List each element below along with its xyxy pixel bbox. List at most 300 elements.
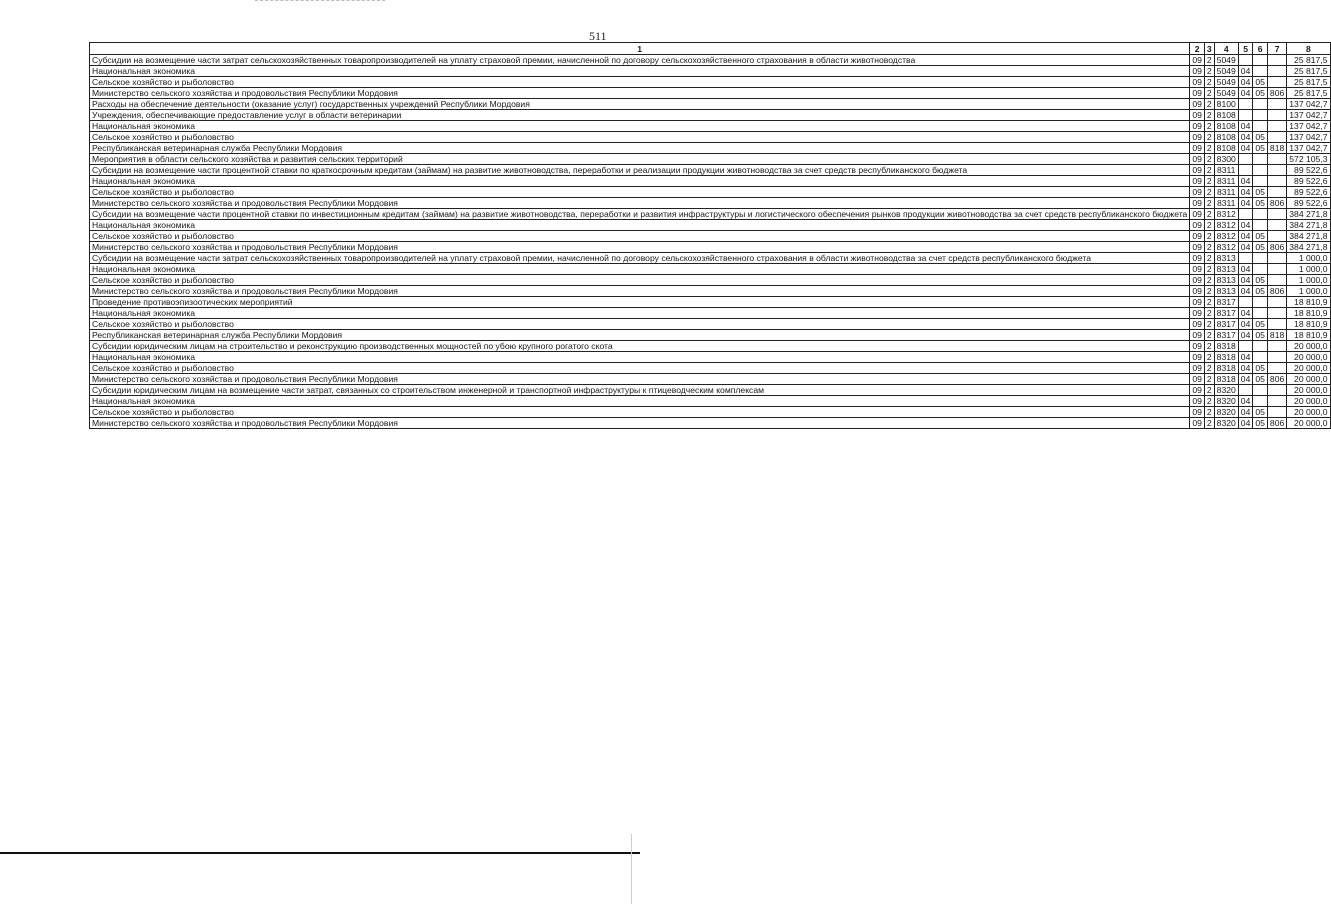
col-4-code: 8320 — [1214, 396, 1238, 407]
row-name: Министерство сельского хозяйства и продовольствия Республики Мордовия — [90, 198, 1190, 209]
col-4-code: 8311 — [1214, 165, 1238, 176]
row-name: Республиканская ветеринарная служба Республики Мордовия — [90, 143, 1190, 154]
col-5-code — [1238, 209, 1253, 220]
col-2-code: 09 — [1190, 264, 1205, 275]
col-7-code — [1267, 110, 1286, 121]
row-name: Сельское хозяйство и рыболовство — [90, 407, 1190, 418]
table-row — [90, 385, 1331, 396]
col-4-code: 8313 — [1214, 253, 1238, 264]
col-4-code: 8320 — [1214, 418, 1238, 429]
table-row — [90, 341, 1331, 352]
col-5-code — [1238, 154, 1253, 165]
col-2-code: 09 — [1190, 198, 1205, 209]
col-7-code: 806 — [1267, 286, 1286, 297]
col-4-code: 8313 — [1214, 275, 1238, 286]
col-7-code — [1267, 407, 1286, 418]
col-7-code — [1267, 308, 1286, 319]
col-7-code: 806 — [1267, 418, 1286, 429]
col-7-code — [1267, 275, 1286, 286]
table-row — [90, 275, 1331, 286]
col-3-code: 2 — [1204, 297, 1214, 308]
table-row — [90, 231, 1331, 242]
col-6-code — [1253, 121, 1268, 132]
col-6-code — [1253, 385, 1268, 396]
table-row — [90, 253, 1331, 264]
col-2-code: 09 — [1190, 132, 1205, 143]
table-row — [90, 66, 1331, 77]
col-7-code — [1267, 77, 1286, 88]
col-3-code: 2 — [1204, 88, 1214, 99]
row-name: Национальная экономика — [90, 66, 1190, 77]
col-7-code — [1267, 66, 1286, 77]
table-row — [90, 121, 1331, 132]
col-4-code: 8318 — [1214, 341, 1238, 352]
amount: 18 810,9 — [1287, 330, 1330, 341]
col-6-code: 05 — [1253, 231, 1268, 242]
col-3-code: 2 — [1204, 341, 1214, 352]
col-5-code: 04 — [1238, 231, 1253, 242]
col-6-code — [1253, 297, 1268, 308]
col-2-code: 09 — [1190, 55, 1205, 66]
amount: 20 000,0 — [1287, 385, 1330, 396]
scan-top-mark — [255, 0, 385, 3]
col-4-code: 5049 — [1214, 55, 1238, 66]
col-5-code: 04 — [1238, 352, 1253, 363]
row-name: Сельское хозяйство и рыболовство — [90, 77, 1190, 88]
col-3-code: 2 — [1204, 385, 1214, 396]
col-4-code: 8317 — [1214, 297, 1238, 308]
col-5-code — [1238, 55, 1253, 66]
col-4-code: 8312 — [1214, 242, 1238, 253]
col-4-code: 8312 — [1214, 209, 1238, 220]
col-6-code — [1253, 341, 1268, 352]
col-6-code: 05 — [1253, 363, 1268, 374]
amount: 384 271,8 — [1287, 220, 1330, 231]
col-3-code: 2 — [1204, 418, 1214, 429]
col-7-code — [1267, 319, 1286, 330]
row-name: Мероприятия в области сельского хозяйства и развития сельских территорий — [90, 154, 1190, 165]
col-6-code: 05 — [1253, 77, 1268, 88]
col-3-code: 2 — [1204, 407, 1214, 418]
col-3-code: 2 — [1204, 396, 1214, 407]
table-row — [90, 55, 1331, 66]
amount: 89 522,6 — [1287, 165, 1330, 176]
col-3-code: 2 — [1204, 275, 1214, 286]
table-row — [90, 154, 1331, 165]
col-6-code — [1253, 396, 1268, 407]
table-row — [90, 99, 1331, 110]
scan-edge — [631, 834, 632, 904]
col-6-code — [1253, 99, 1268, 110]
col-4-code: 5049 — [1214, 88, 1238, 99]
col-2-code: 09 — [1190, 66, 1205, 77]
col-3-code: 2 — [1204, 154, 1214, 165]
table-row — [90, 407, 1331, 418]
col-3-code: 2 — [1204, 121, 1214, 132]
col-7-code — [1267, 253, 1286, 264]
col-7-code — [1267, 396, 1286, 407]
col-4-code: 8312 — [1214, 231, 1238, 242]
page-bottom-rule — [0, 852, 640, 854]
col-6-code: 05 — [1253, 407, 1268, 418]
col-2-code: 09 — [1190, 77, 1205, 88]
col-6-code: 05 — [1253, 198, 1268, 209]
amount: 137 042,7 — [1287, 110, 1330, 121]
amount: 1 000,0 — [1287, 264, 1330, 275]
col-header: 8 — [1287, 43, 1330, 55]
amount: 25 817,5 — [1287, 88, 1330, 99]
row-name: Сельское хозяйство и рыболовство — [90, 231, 1190, 242]
col-4-code: 8108 — [1214, 132, 1238, 143]
amount: 89 522,6 — [1287, 187, 1330, 198]
col-5-code: 04 — [1238, 66, 1253, 77]
col-2-code: 09 — [1190, 308, 1205, 319]
row-name: Национальная экономика — [90, 220, 1190, 231]
row-name: Министерство сельского хозяйства и продовольствия Республики Мордовия — [90, 242, 1190, 253]
col-3-code: 2 — [1204, 231, 1214, 242]
col-3-code: 2 — [1204, 66, 1214, 77]
amount: 137 042,7 — [1287, 143, 1330, 154]
row-name: Учреждения, обеспечивающие предоставление услуг в области ветеринарии — [90, 110, 1190, 121]
col-4-code: 8318 — [1214, 374, 1238, 385]
col-2-code: 09 — [1190, 396, 1205, 407]
col-3-code: 2 — [1204, 209, 1214, 220]
col-7-code — [1267, 209, 1286, 220]
table-row — [90, 77, 1331, 88]
row-name: Национальная экономика — [90, 308, 1190, 319]
col-3-code: 2 — [1204, 330, 1214, 341]
col-3-code: 2 — [1204, 99, 1214, 110]
col-6-code — [1253, 308, 1268, 319]
col-header: 5 — [1238, 43, 1253, 55]
col-2-code: 09 — [1190, 374, 1205, 385]
col-6-code: 05 — [1253, 330, 1268, 341]
col-header: 2 — [1190, 43, 1205, 55]
col-6-code: 05 — [1253, 187, 1268, 198]
row-name: Сельское хозяйство и рыболовство — [90, 187, 1190, 198]
col-5-code: 04 — [1238, 88, 1253, 99]
col-2-code: 09 — [1190, 385, 1205, 396]
page-number: 511 — [589, 29, 607, 43]
col-3-code: 2 — [1204, 110, 1214, 121]
row-name: Национальная экономика — [90, 396, 1190, 407]
table-row — [90, 396, 1331, 407]
col-2-code: 09 — [1190, 242, 1205, 253]
col-4-code: 8320 — [1214, 407, 1238, 418]
col-6-code — [1253, 209, 1268, 220]
table-row — [90, 242, 1331, 253]
col-7-code — [1267, 176, 1286, 187]
col-2-code: 09 — [1190, 187, 1205, 198]
col-7-code — [1267, 363, 1286, 374]
col-6-code — [1253, 220, 1268, 231]
col-3-code: 2 — [1204, 352, 1214, 363]
col-6-code — [1253, 66, 1268, 77]
col-2-code: 09 — [1190, 363, 1205, 374]
col-6-code: 05 — [1253, 143, 1268, 154]
col-4-code: 8317 — [1214, 330, 1238, 341]
col-4-code: 8313 — [1214, 286, 1238, 297]
table-row — [90, 363, 1331, 374]
col-3-code: 2 — [1204, 308, 1214, 319]
col-6-code — [1253, 264, 1268, 275]
col-7-code — [1267, 220, 1286, 231]
table-row — [90, 143, 1331, 154]
col-3-code: 2 — [1204, 77, 1214, 88]
col-3-code: 2 — [1204, 187, 1214, 198]
col-7-code — [1267, 55, 1286, 66]
col-2-code: 09 — [1190, 99, 1205, 110]
table-row — [90, 110, 1331, 121]
col-3-code: 2 — [1204, 253, 1214, 264]
col-7-code — [1267, 121, 1286, 132]
budget-table — [89, 42, 1331, 429]
col-6-code — [1253, 352, 1268, 363]
header-row — [90, 43, 1331, 55]
amount: 89 522,6 — [1287, 176, 1330, 187]
col-6-code: 05 — [1253, 418, 1268, 429]
col-7-code — [1267, 187, 1286, 198]
col-header: 6 — [1253, 43, 1268, 55]
table-row — [90, 264, 1331, 275]
col-6-code — [1253, 176, 1268, 187]
col-6-code: 05 — [1253, 319, 1268, 330]
col-4-code: 8300 — [1214, 154, 1238, 165]
col-7-code: 806 — [1267, 374, 1286, 385]
col-5-code: 04 — [1238, 143, 1253, 154]
col-3-code: 2 — [1204, 165, 1214, 176]
col-7-code — [1267, 165, 1286, 176]
col-5-code: 04 — [1238, 396, 1253, 407]
col-7-code: 806 — [1267, 242, 1286, 253]
row-name: Субсидии на возмещение части затрат сельскохозяйственных товаропроизводителей на уплату страховой премии, начисленной по договору сельскохозяйственного страхования в области животноводства за счет средств республиканского бюджета — [90, 253, 1190, 264]
amount: 25 817,5 — [1287, 77, 1330, 88]
col-2-code: 09 — [1190, 88, 1205, 99]
col-3-code: 2 — [1204, 176, 1214, 187]
row-name: Субсидии юридическим лицам на возмещение части затрат, связанных со строительством инженерной и транспортной инфраструктуры к птицеводческим комплексам — [90, 385, 1190, 396]
col-2-code: 09 — [1190, 330, 1205, 341]
amount: 384 271,8 — [1287, 231, 1330, 242]
col-3-code: 2 — [1204, 374, 1214, 385]
col-2-code: 09 — [1190, 341, 1205, 352]
col-3-code: 2 — [1204, 220, 1214, 231]
row-name: Республиканская ветеринарная служба Республики Мордовия — [90, 330, 1190, 341]
amount: 20 000,0 — [1287, 363, 1330, 374]
col-7-code — [1267, 352, 1286, 363]
col-3-code: 2 — [1204, 264, 1214, 275]
col-5-code: 04 — [1238, 308, 1253, 319]
col-7-code — [1267, 231, 1286, 242]
table-row — [90, 132, 1331, 143]
amount: 20 000,0 — [1287, 407, 1330, 418]
table-row — [90, 209, 1331, 220]
col-4-code: 8311 — [1214, 187, 1238, 198]
col-4-code: 8108 — [1214, 143, 1238, 154]
row-name: Расходы на обеспечение деятельности (оказание услуг) государственных учреждений Республики Мордовия — [90, 99, 1190, 110]
row-name: Национальная экономика — [90, 121, 1190, 132]
amount: 1 000,0 — [1287, 253, 1330, 264]
row-name: Сельское хозяйство и рыболовство — [90, 275, 1190, 286]
col-2-code: 09 — [1190, 319, 1205, 330]
amount: 20 000,0 — [1287, 341, 1330, 352]
col-2-code: 09 — [1190, 154, 1205, 165]
col-5-code: 04 — [1238, 374, 1253, 385]
col-4-code: 8320 — [1214, 385, 1238, 396]
amount: 89 522,6 — [1287, 198, 1330, 209]
col-7-code — [1267, 385, 1286, 396]
col-5-code — [1238, 385, 1253, 396]
col-7-code: 806 — [1267, 88, 1286, 99]
col-3-code: 2 — [1204, 242, 1214, 253]
table-row — [90, 176, 1331, 187]
col-6-code: 05 — [1253, 132, 1268, 143]
amount: 137 042,7 — [1287, 99, 1330, 110]
col-2-code: 09 — [1190, 231, 1205, 242]
row-name: Национальная экономика — [90, 176, 1190, 187]
col-5-code — [1238, 110, 1253, 121]
col-4-code: 8313 — [1214, 264, 1238, 275]
col-7-code: 806 — [1267, 198, 1286, 209]
table-row — [90, 88, 1331, 99]
col-5-code: 04 — [1238, 187, 1253, 198]
col-4-code: 8317 — [1214, 308, 1238, 319]
amount: 572 105,3 — [1287, 154, 1330, 165]
row-name: Национальная экономика — [90, 264, 1190, 275]
amount: 18 810,9 — [1287, 319, 1330, 330]
col-4-code: 8318 — [1214, 352, 1238, 363]
col-4-code: 8108 — [1214, 110, 1238, 121]
col-header: 3 — [1204, 43, 1214, 55]
col-header: 1 — [90, 43, 1190, 55]
col-3-code: 2 — [1204, 198, 1214, 209]
row-name: Субсидии на возмещение части затрат сельскохозяйственных товаропроизводителей на уплату страховой премии, начисленной по договору сельскохозяйственного страхования в области животноводства — [90, 55, 1190, 66]
amount: 18 810,9 — [1287, 297, 1330, 308]
col-4-code: 8312 — [1214, 220, 1238, 231]
row-name: Сельское хозяйство и рыболовство — [90, 319, 1190, 330]
col-4-code: 8100 — [1214, 99, 1238, 110]
col-2-code: 09 — [1190, 253, 1205, 264]
col-header: 7 — [1267, 43, 1286, 55]
amount: 25 817,5 — [1287, 66, 1330, 77]
col-6-code — [1253, 154, 1268, 165]
amount: 25 817,5 — [1287, 55, 1330, 66]
col-5-code: 04 — [1238, 220, 1253, 231]
col-5-code: 04 — [1238, 286, 1253, 297]
col-2-code: 09 — [1190, 286, 1205, 297]
row-name: Министерство сельского хозяйства и продовольствия Республики Мордовия — [90, 286, 1190, 297]
table-row — [90, 418, 1331, 429]
row-name: Субсидии на возмещение части процентной ставки по инвестиционным кредитам (займам) на развитие животноводства, переработки и развития инфраструктуры и логистического обеспечения рынков продукции животноводства за счет средств республиканского бюджета — [90, 209, 1190, 220]
col-5-code — [1238, 165, 1253, 176]
col-5-code: 04 — [1238, 363, 1253, 374]
col-5-code: 04 — [1238, 198, 1253, 209]
amount: 137 042,7 — [1287, 121, 1330, 132]
col-4-code: 5049 — [1214, 66, 1238, 77]
col-3-code: 2 — [1204, 143, 1214, 154]
amount: 384 271,8 — [1287, 209, 1330, 220]
col-7-code — [1267, 264, 1286, 275]
table-row — [90, 330, 1331, 341]
col-5-code: 04 — [1238, 176, 1253, 187]
col-4-code: 8317 — [1214, 319, 1238, 330]
col-5-code: 04 — [1238, 132, 1253, 143]
col-5-code — [1238, 253, 1253, 264]
row-name: Субсидии на возмещение части процентной ставки по краткосрочным кредитам (займам) на развитие животноводства, переработки и реализации продукции животноводства за счет средств республиканского бюджета — [90, 165, 1190, 176]
row-name: Субсидии юридическим лицам на строительство и реконструкцию производственных мощностей по убою крупного рогатого скота — [90, 341, 1190, 352]
col-6-code: 05 — [1253, 275, 1268, 286]
col-7-code — [1267, 99, 1286, 110]
table-body — [90, 55, 1331, 429]
amount: 18 810,9 — [1287, 308, 1330, 319]
amount: 20 000,0 — [1287, 396, 1330, 407]
col-2-code: 09 — [1190, 143, 1205, 154]
col-2-code: 09 — [1190, 176, 1205, 187]
table-row — [90, 286, 1331, 297]
col-5-code: 04 — [1238, 121, 1253, 132]
col-5-code — [1238, 341, 1253, 352]
col-header: 4 — [1214, 43, 1238, 55]
col-2-code: 09 — [1190, 275, 1205, 286]
amount: 20 000,0 — [1287, 418, 1330, 429]
col-5-code: 04 — [1238, 319, 1253, 330]
table-row — [90, 198, 1331, 209]
col-7-code — [1267, 154, 1286, 165]
col-2-code: 09 — [1190, 297, 1205, 308]
col-3-code: 2 — [1204, 286, 1214, 297]
col-6-code: 05 — [1253, 286, 1268, 297]
col-2-code: 09 — [1190, 209, 1205, 220]
col-5-code: 04 — [1238, 418, 1253, 429]
row-name: Министерство сельского хозяйства и продовольствия Республики Мордовия — [90, 418, 1190, 429]
row-name: Проведение противоэпизоотических мероприятий — [90, 297, 1190, 308]
col-2-code: 09 — [1190, 121, 1205, 132]
col-6-code — [1253, 253, 1268, 264]
col-2-code: 09 — [1190, 110, 1205, 121]
col-5-code: 04 — [1238, 330, 1253, 341]
col-4-code: 8108 — [1214, 121, 1238, 132]
col-6-code — [1253, 55, 1268, 66]
amount: 384 271,8 — [1287, 242, 1330, 253]
table-row — [90, 165, 1331, 176]
col-3-code: 2 — [1204, 319, 1214, 330]
table-row — [90, 220, 1331, 231]
col-6-code: 05 — [1253, 374, 1268, 385]
row-name: Сельское хозяйство и рыболовство — [90, 132, 1190, 143]
col-4-code: 8318 — [1214, 363, 1238, 374]
col-7-code — [1267, 297, 1286, 308]
amount: 20 000,0 — [1287, 352, 1330, 363]
col-5-code: 04 — [1238, 407, 1253, 418]
table-row — [90, 374, 1331, 385]
row-name: Национальная экономика — [90, 352, 1190, 363]
amount: 137 042,7 — [1287, 132, 1330, 143]
col-3-code: 2 — [1204, 363, 1214, 374]
col-3-code: 2 — [1204, 132, 1214, 143]
table-row — [90, 319, 1331, 330]
row-name: Министерство сельского хозяйства и продовольствия Республики Мордовия — [90, 374, 1190, 385]
col-5-code — [1238, 99, 1253, 110]
table-row — [90, 187, 1331, 198]
col-4-code: 8311 — [1214, 176, 1238, 187]
col-2-code: 09 — [1190, 418, 1205, 429]
amount: 20 000,0 — [1287, 374, 1330, 385]
col-4-code: 8311 — [1214, 198, 1238, 209]
col-7-code — [1267, 132, 1286, 143]
amount: 1 000,0 — [1287, 275, 1330, 286]
col-2-code: 09 — [1190, 407, 1205, 418]
row-name: Сельское хозяйство и рыболовство — [90, 363, 1190, 374]
col-6-code: 05 — [1253, 88, 1268, 99]
